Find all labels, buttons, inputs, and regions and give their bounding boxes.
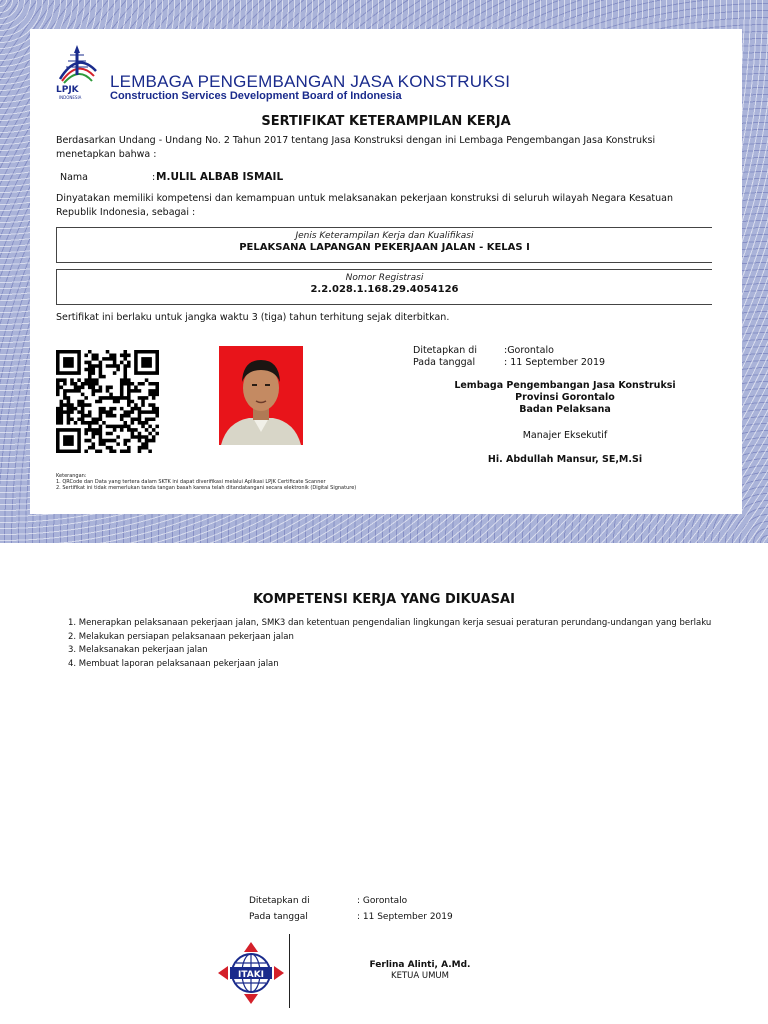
competency-item: 2. Melakukan persiapan pelaksanaan pekerjaan jalan: [68, 631, 294, 642]
qualification-caption: Jenis Keterampilan Kerja dan Kualifikasi: [295, 231, 474, 241]
logo-text: LPJK: [56, 85, 79, 95]
issued-on-value: : 11 September 2019: [504, 357, 606, 368]
itaki-logo-icon: [216, 940, 286, 1006]
notes-title: Keterangan:: [56, 473, 87, 479]
validity-text: Sertifikat ini berlaku untuk jangka waktu 3 (tiga) tahun terhitung sejak diterbitkan.: [56, 312, 450, 323]
qualification-value: PELAKSANA LAPANGAN PEKERJAAN JALAN - KELAS I: [239, 242, 530, 253]
qr-code-icon: [56, 350, 159, 453]
qualification-box: [56, 227, 712, 263]
note-2: 2. Sertifikat ini tidak memerlukan tanda tangan basah karena telah ditandatangani secara elektronik (Digital Signature): [56, 485, 357, 491]
intro-text: Berdasarkan Undang - Undang No. 2 Tahun 2017 tentang Jasa Konstruksi dengan ini Lembaga Pengembangan Jasa Konstruksi menetapkan bahwa :: [56, 135, 656, 160]
name-label: Nama: [60, 172, 89, 183]
note-1: 1. QRCode dan Data yang tertera dalam SKTK ini dapat diverifikasi melalui Aplikasi LPJK Certificate Scanner: [56, 479, 326, 485]
competency-item: 4. Membuat laporan pelaksanaan pekerjaan jalan: [68, 658, 279, 669]
person-photo-icon: [219, 346, 303, 445]
holder-name: M.ULIL ALBAB ISMAIL: [156, 171, 284, 183]
itaki-logo-text: ITAKI: [237, 970, 265, 980]
bottom-issued-at-label: Ditetapkan di: [249, 896, 310, 906]
signer-org-line-1: Lembaga Pengembangan Jasa Konstruksi: [454, 380, 676, 391]
org-name: LEMBAGA PENGEMBANGAN JASA KONSTRUKSI: [110, 72, 511, 91]
logo-subtext: INDONESIA: [59, 95, 82, 100]
statement-text: Dinyatakan memiliki kompetensi dan kemampuan untuk melaksanakan pekerjaan konstruksi di seluruh wilayah Negara Kesatuan Republik Indonesia, sebagai :: [56, 193, 674, 218]
bottom-issued-at-value: : Gorontalo: [357, 896, 408, 906]
registration-number: 2.2.028.1.168.29.4054126: [310, 284, 459, 295]
org-name-english: Construction Services Development Board of Indonesia: [110, 90, 402, 102]
signer-role: Manajer Eksekutif: [522, 430, 608, 441]
notes: [56, 473, 356, 491]
registration-box: [56, 269, 712, 305]
signer-org-line-3: Badan Pelaksana: [519, 404, 611, 415]
competency-item: 3. Melaksanakan pekerjaan jalan: [68, 645, 208, 655]
issued-at-value: :Gorontalo: [504, 345, 554, 356]
issued-on-label: Pada tanggal: [413, 357, 476, 368]
certificate-title: SERTIFIKAT KETERAMPILAN KERJA: [261, 114, 511, 129]
bottom-signer-role: KETUA UMUM: [391, 971, 449, 981]
bottom-issued-on-value: : 11 September 2019: [357, 912, 453, 922]
signer-organization: [390, 380, 740, 416]
issued-at-label: Ditetapkan di: [413, 345, 477, 356]
bottom-issued-on-label: Pada tanggal: [249, 912, 308, 922]
bottom-signer-name: Ferlina Alinti, A.Md.: [369, 960, 471, 970]
holder-photo: [219, 346, 303, 445]
registration-caption: Nomor Registrasi: [345, 273, 424, 283]
certificate-sheet: [30, 29, 742, 514]
signer-org-line-2: Provinsi Gorontalo: [515, 392, 615, 403]
name-separator: :: [152, 172, 156, 183]
competencies-title: KOMPETENSI KERJA YANG DIKUASAI: [253, 592, 515, 607]
competency-list: [68, 617, 711, 671]
competency-item: 1. Menerapkan pelaksanaan pekerjaan jalan, SMK3 dan ketentuan pengendalian lingkungan kerja sesuai peraturan perundang-undangan yang berlaku: [68, 618, 712, 628]
signer-name: Hi. Abdullah Mansur, SE,M.Si: [487, 454, 643, 465]
signature-divider: [289, 934, 290, 1008]
